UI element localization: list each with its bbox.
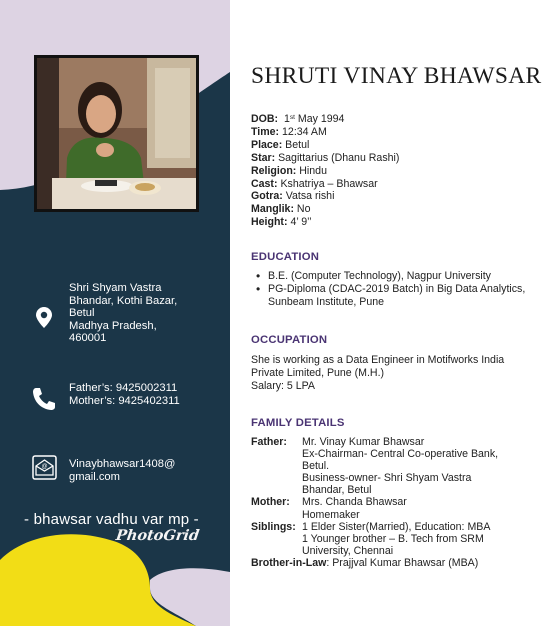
list-item: • PG-Diploma (CDAC-2019 Batch) in Big Data Analytics, Sunbeam Institute, Pune (251, 283, 546, 309)
family-row-siblings (251, 521, 549, 557)
family-value: Prajjval Kumar Bhawsar (MBA) (332, 556, 479, 569)
detail-key: Height (251, 216, 284, 229)
detail-star: Star: Sagittarius (Dhanu Rashi) (251, 151, 400, 164)
family-line: Homemaker (302, 508, 360, 521)
occupation-heading: OCCUPATION (251, 334, 328, 346)
family-value (302, 496, 407, 520)
detail-gotra: Gotra: Vatsa rishi (251, 190, 335, 203)
detail-value-suffix: st (289, 114, 295, 121)
family-line: University, Chennai (302, 544, 394, 557)
family-line: 1 Elder Sister(Married), Education: MBA (302, 520, 491, 533)
family-key: Brother-in-Law (251, 556, 327, 569)
email-icon (32, 455, 57, 485)
detail-value: Betul (285, 138, 310, 151)
address-line: Shri Shyam Vastra (69, 282, 162, 294)
detail-key: Manglik (251, 203, 291, 216)
detail-dob: DOB: 1st May 1994 (251, 113, 345, 125)
person-name: SHRUTI VINAY BHAWSAR (251, 63, 542, 89)
detail-place: Place: Betul (251, 138, 310, 151)
address-line: 460001 (69, 332, 107, 345)
family-details (251, 436, 549, 569)
profile-photo-image (37, 58, 196, 209)
detail-religion: Religion: Hindu (251, 164, 327, 177)
occupation-line: Salary: 5 LPA (251, 379, 315, 392)
family-line: Bhandar, Betul (302, 484, 372, 497)
family-line: Betul. (302, 460, 330, 473)
detail-cast: Cast: Kshatriya – Bhawsar (251, 177, 378, 190)
detail-value: Hindu (299, 164, 327, 177)
detail-height: Height: 4’ 9’’ (251, 216, 312, 229)
occupation-line: She is working as a Data Engineer in Motifworks India (251, 354, 505, 366)
list-item: • B.E. (Computer Technology), Nagpur University (251, 270, 546, 283)
family-key: Siblings: (251, 520, 296, 533)
detail-key: DOB (251, 113, 275, 125)
detail-key: Religion (251, 164, 293, 177)
detail-time: Time: 12:34 AM (251, 125, 327, 138)
family-line: Ex-Chairman- Central Co-operative Bank, (302, 448, 499, 461)
family-line: Mrs. Chanda Bhawsar (302, 496, 407, 509)
svg-text:@: @ (41, 464, 48, 470)
family-key: Mother: (251, 496, 290, 509)
detail-value: 12:34 AM (282, 125, 327, 138)
phone-block (69, 382, 180, 407)
education-list (251, 270, 546, 309)
left-panel (0, 0, 230, 626)
family-value (302, 521, 490, 557)
tagline: - bhawsar vadhu var mp - (24, 511, 199, 528)
detail-value: 4’ 9’’ (290, 216, 312, 229)
email-line: Vinaybhawsar1408@ (69, 458, 176, 470)
detail-key: Gotra (251, 190, 280, 203)
detail-manglik: Manglik: No (251, 203, 311, 216)
occupation-text (251, 354, 546, 393)
address-line: Betul (69, 307, 95, 320)
detail-value: 1 (283, 113, 290, 125)
detail-key: Cast (251, 177, 274, 190)
location-pin-icon (36, 307, 52, 333)
father-phone: Father’s: 9425002311 (69, 382, 178, 394)
detail-key: Time (251, 125, 276, 138)
detail-key: Place (251, 138, 279, 151)
family-row-mother (251, 496, 549, 520)
address-line: Madhya Pradesh, (69, 319, 157, 332)
address-line: Bhandar, Kothi Bazar, (69, 294, 178, 307)
personal-details (251, 113, 399, 229)
family-line: 1 Younger brother – B. Tech from SRM (302, 532, 484, 545)
education-heading: EDUCATION (251, 251, 320, 263)
photogrid-watermark: PhotoGrid (114, 527, 201, 544)
detail-key: Star (251, 151, 272, 164)
email-block (69, 458, 175, 483)
mother-phone: Mother’s: 9425402311 (69, 394, 180, 407)
family-row-brother-in-law: Brother-in-Law : Prajjval Kumar Bhawsar (MBA) (251, 556, 479, 569)
family-row-father (251, 436, 549, 496)
phone-icon (31, 386, 57, 417)
detail-value: Vatsa rishi (285, 190, 335, 203)
detail-value: Kshatriya – Bhawsar (280, 177, 378, 190)
email-line: gmail.com (69, 470, 120, 483)
family-heading: FAMILY DETAILS (251, 417, 345, 429)
detail-value: No (296, 203, 311, 216)
profile-photo (34, 55, 199, 212)
detail-value: May 1994 (294, 113, 345, 125)
detail-value: Sagittarius (Dhanu Rashi) (278, 151, 400, 164)
occupation-line: Private Limited, Pune (M.H.) (251, 366, 385, 379)
family-value (302, 436, 498, 496)
family-line: Mr. Vinay Kumar Bhawsar (302, 436, 425, 448)
family-key: Father: (251, 436, 287, 448)
right-panel (230, 0, 553, 626)
address-block (69, 282, 219, 345)
family-line: Business-owner- Shri Shyam Vastra (302, 472, 472, 485)
